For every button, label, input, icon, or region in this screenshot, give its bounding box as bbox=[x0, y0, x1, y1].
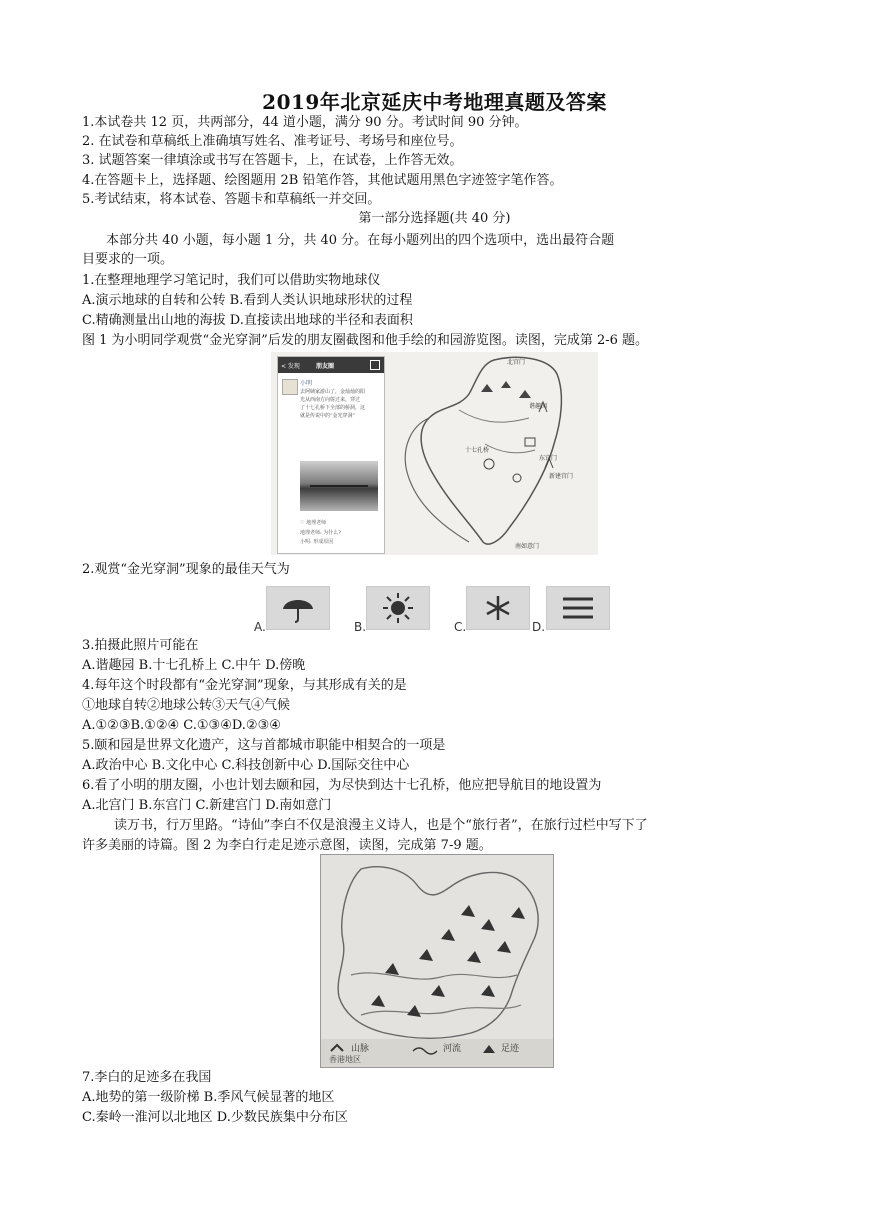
comment-1: 地理老师: 为什么? bbox=[300, 530, 341, 536]
q6-options: A.北宫门 B.东宫门 C.新建宫门 D.南如意门 bbox=[82, 798, 332, 813]
post-user: 小明 bbox=[300, 380, 313, 387]
map-label-xiequ-garden: 谐趣园 bbox=[529, 403, 548, 410]
option-b-box bbox=[366, 586, 430, 630]
page-title: 2019年北京延庆中考地理真题及答案 bbox=[262, 90, 607, 114]
map-label-north-gate: 北宫门 bbox=[507, 359, 526, 366]
rain-umbrella-icon bbox=[267, 587, 329, 629]
figure-1 bbox=[271, 352, 598, 555]
comment-2: 小明: 形成原因 bbox=[300, 539, 334, 545]
passage-7-9-line-2: 许多美丽的诗篇。图 2 为李白行走足迹示意图，读图，完成第 7-9 题。 bbox=[82, 838, 492, 853]
phone-screenshot bbox=[277, 356, 385, 554]
legend-extra: 香港地区 bbox=[329, 1055, 361, 1064]
q3-options: A.谐趣园 B.十七孔桥上 C.中午 D.傍晚 bbox=[82, 658, 306, 673]
like-row: ♡ 地理老师 bbox=[300, 520, 327, 526]
phone-header bbox=[278, 357, 384, 373]
q5-options: A.政治中心 B.文化中心 C.科技创新中心 D.国际交往中心 bbox=[82, 758, 410, 773]
section-title: 第一部分选择题(共 40 分) bbox=[358, 211, 511, 226]
map-label-new-gate: 新建宫门 bbox=[549, 473, 574, 480]
legend-footprint: 足迹 bbox=[501, 1044, 520, 1054]
instruction-5: 5.考试结束，将本试卷、答题卡和草稿纸一并交回。 bbox=[82, 192, 381, 207]
map-label-east-gate: 东宫门 bbox=[539, 455, 558, 462]
post-text-line: 了十七孔桥下全部的桥洞，这 bbox=[300, 405, 366, 411]
q5-stem: 5.颐和园是世界文化遗产，这与首都城市职能中相契合的一项是 bbox=[82, 738, 446, 753]
q1-options-cd: C.精确测量出山地的海拔 D.直接读出地球的半径和表面积 bbox=[82, 313, 413, 328]
q7-options-cd: C.秦岭一淮河以北地区 D.少数民族集中分布区 bbox=[82, 1110, 348, 1125]
q4-stem: 4.每年这个时段都有“金光穿洞”现象，与其形成有关的是 bbox=[82, 678, 407, 693]
option-a-label: A. bbox=[254, 620, 266, 634]
avatar bbox=[282, 379, 298, 395]
q7-stem: 7.李白的足迹多在我国 bbox=[82, 1070, 212, 1085]
q6-stem: 6.看了小明的朋友圈，小也计划去颐和园，为尽快到达十七孔桥，他应把导航目的地设置为 bbox=[82, 778, 602, 793]
option-c-box bbox=[466, 586, 530, 630]
passage-7-9-line-1: 读万书，行万里路。“诗仙”李白不仅是浪漫主义诗人，也是个“旅行者”，在旅行过栏中写下了 bbox=[114, 818, 648, 833]
q2-weather-options bbox=[254, 582, 610, 634]
summer-palace-map bbox=[389, 352, 598, 555]
li-bai-footprint-map bbox=[321, 855, 553, 1067]
fig1-caption: 图 1 为小明同学观赏“金光穿洞”后发的朋友圈截图和他手绘的和园游览图。读图，完成第 2-6 题。 bbox=[82, 333, 649, 348]
post-photo bbox=[300, 461, 378, 511]
q1-stem: 1.在整理地理学习笔记时，我们可以借助实物地球仪 bbox=[82, 273, 381, 288]
q2-stem: 2.观赏“金光穿洞”现象的最佳天气为 bbox=[82, 562, 290, 577]
option-b-label: B. bbox=[354, 620, 367, 634]
option-d-box bbox=[546, 586, 610, 630]
q7-options-ab: A.地势的第一级阶梯 B.季风气候显著的地区 bbox=[82, 1090, 335, 1105]
q4-items: ①地球自转②地球公转③天气④气候 bbox=[82, 698, 291, 713]
phone-title: 朋友圈 bbox=[316, 363, 335, 370]
snow-icon bbox=[467, 587, 529, 629]
q1-options-ab: A.演示地球的自转和公转 B.看到人类认识地球形状的过程 bbox=[82, 293, 413, 308]
legend-river: 河流 bbox=[443, 1044, 462, 1054]
instruction-4: 4.在答题卡上，选择题、绘图题用 2B 铅笔作答，其他试题用黑色字迹签字笔作答。 bbox=[82, 173, 563, 188]
sunny-icon bbox=[367, 587, 429, 629]
post-text bbox=[300, 388, 380, 420]
map-label-south-gate: 南如意门 bbox=[515, 543, 540, 550]
option-d-label: D. bbox=[532, 620, 546, 634]
instruction-1: 1.本试卷共 12 页，共两部分，44 道小题，满分 90 分。考试时间 90 分钟。 bbox=[82, 115, 528, 130]
option-c-label: C. bbox=[454, 620, 467, 634]
bridge-silhouette bbox=[310, 485, 368, 492]
legend-mountain: 山脉 bbox=[351, 1044, 370, 1054]
section-intro-2: 目要求的一项。 bbox=[82, 252, 174, 267]
map-label-seventeen-arch-bridge: 十七孔桥 bbox=[465, 447, 490, 454]
post-text-line: 就是传说中的“金光穿洞” bbox=[300, 413, 356, 419]
option-a-box bbox=[266, 586, 330, 630]
post-text-line: 去阿姨家游山了，金灿灿的阳 bbox=[300, 389, 366, 395]
figure-2 bbox=[320, 854, 554, 1068]
q3-stem: 3.拍摄此照片可能在 bbox=[82, 638, 199, 653]
back-link: < 发现 bbox=[281, 363, 300, 370]
instruction-2: 2. 在试卷和草稿纸上准确填写姓名、准考证号、考场号和座位号。 bbox=[82, 134, 463, 149]
instruction-3: 3. 试题答案一律填涂或书写在答题卡，上，在试卷，上作答无效。 bbox=[82, 153, 463, 168]
section-intro-1: 本部分共 40 小题，每小题 1 分，共 40 分。在每小题列出的四个选项中，选出最符合题 bbox=[106, 233, 615, 248]
q4-options: A.①②③B.①②④ C.①③④D.②③④ bbox=[82, 718, 281, 733]
post-text-line: 光从西南方向射过来，穿过 bbox=[300, 397, 361, 403]
camera-icon bbox=[370, 360, 380, 370]
fog-icon bbox=[547, 587, 609, 629]
